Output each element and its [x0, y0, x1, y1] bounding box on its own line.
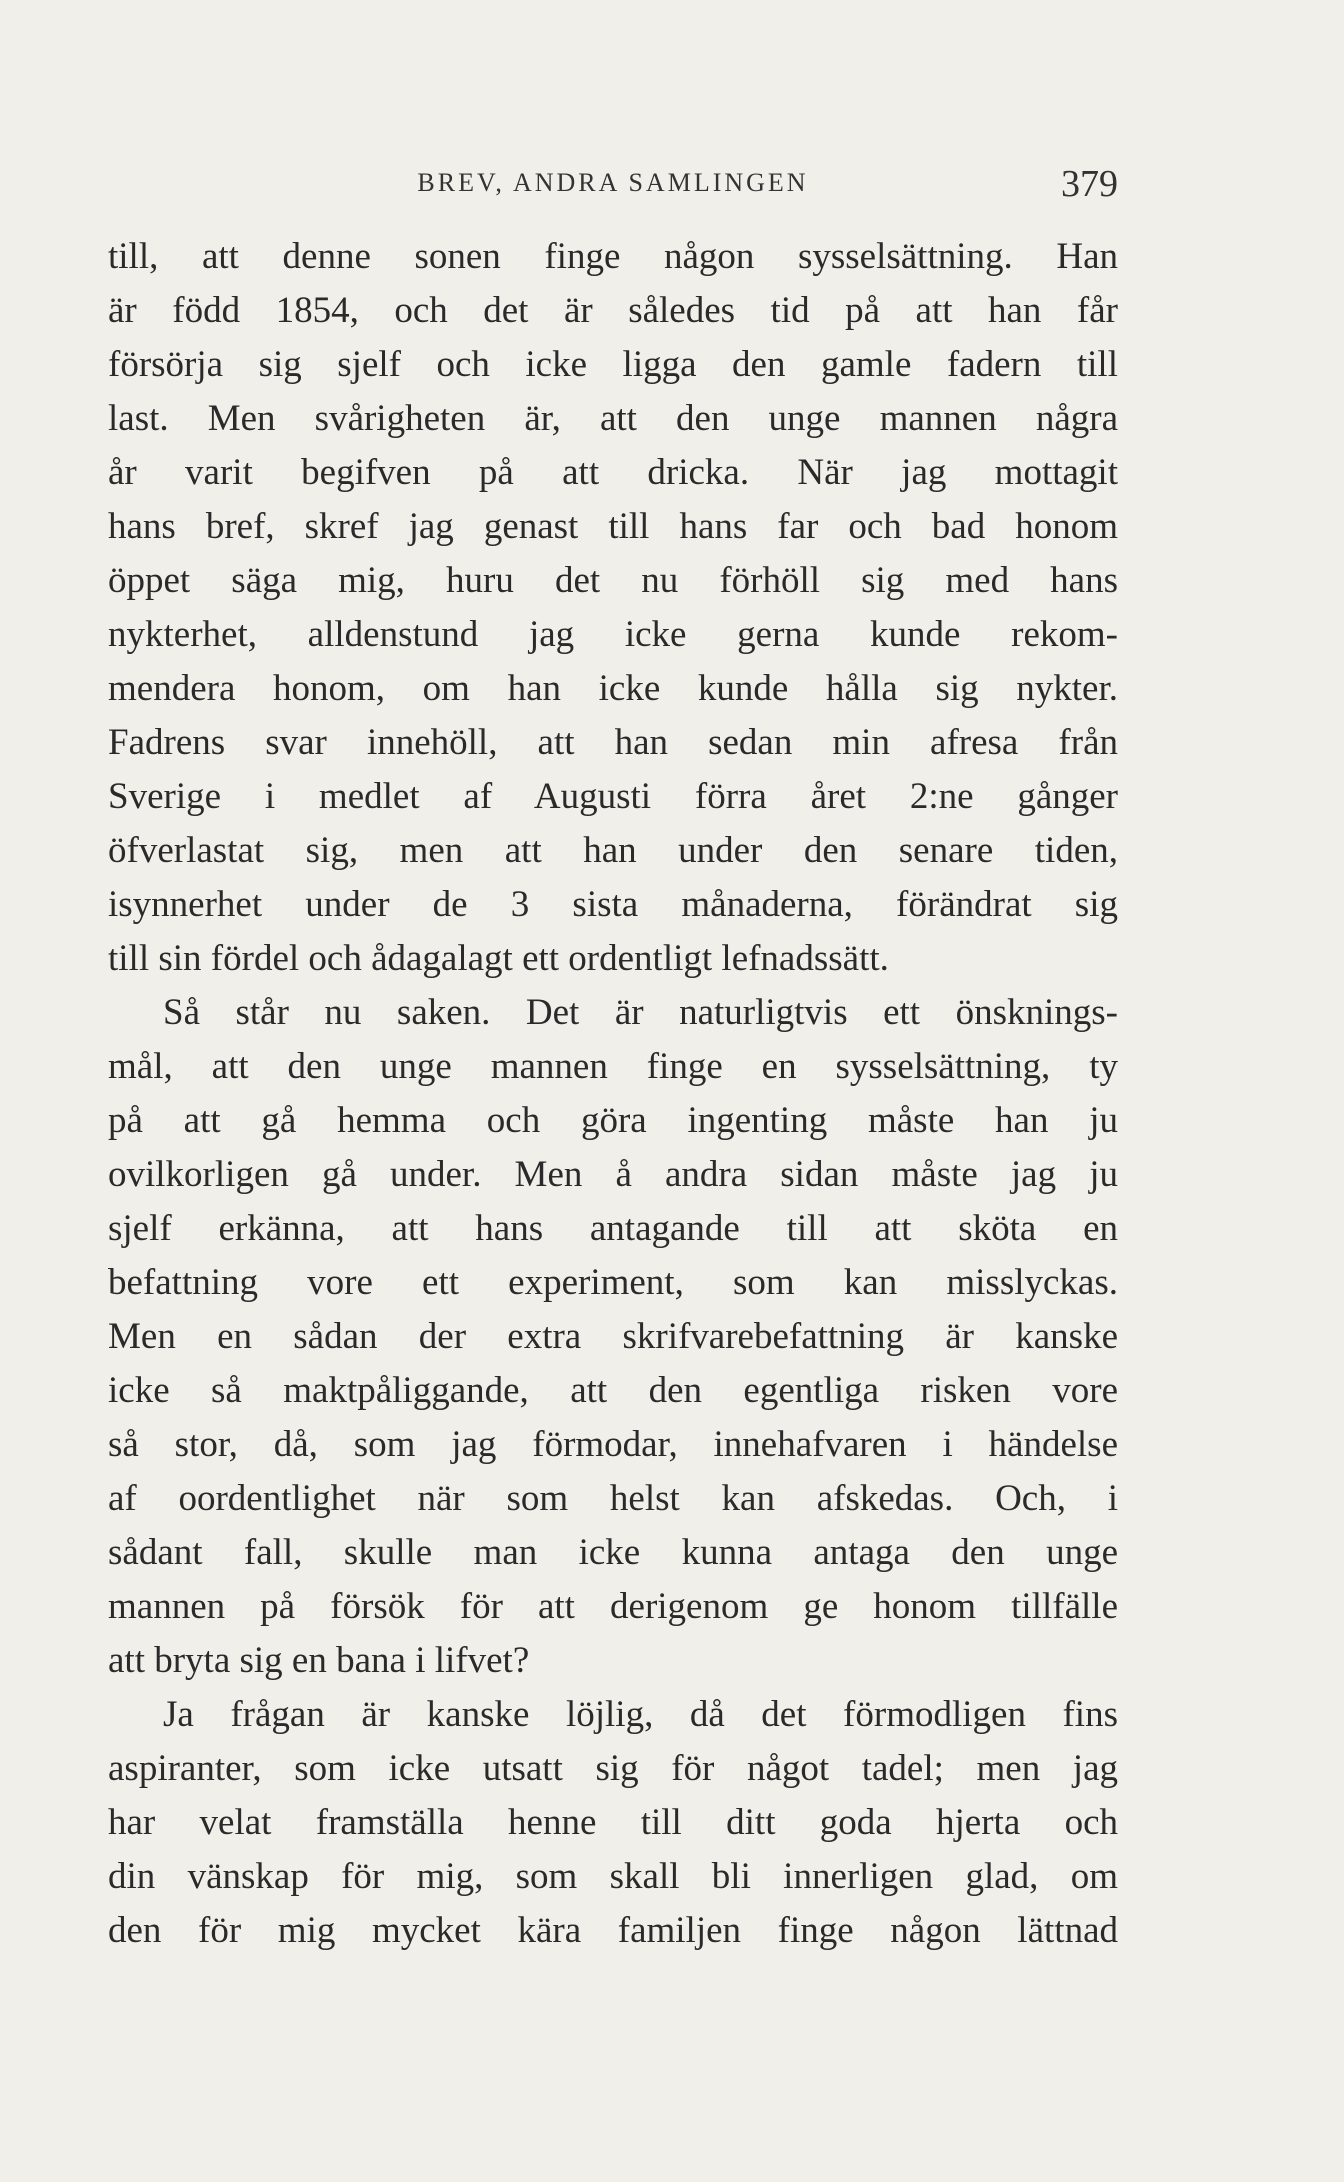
text-line: Men en sådan der extra skrifvarebefattning är kanske [108, 1316, 1118, 1357]
running-title: BREV, ANDRA SAMLINGEN [417, 168, 809, 197]
text-line: nykterhet, alldenstund jag icke gerna kunde rekom- [108, 614, 1118, 655]
text-line: mål, att den unge mannen finge en sysselsättning, ty [108, 1046, 1118, 1087]
text-line: Så står nu saken. Det är naturligtvis ett önsknings- [163, 992, 1118, 1033]
text-line: af oordentlighet när som helst kan afskedas. Och, i [108, 1478, 1118, 1519]
text-line: öppet säga mig, huru det nu förhöll sig med hans [108, 560, 1118, 601]
text-line: har velat framställa henne till ditt goda hjerta och [108, 1802, 1118, 1843]
text-line: till, att denne sonen finge någon sysselsättning. Han [108, 236, 1118, 277]
text-line: befattning vore ett experiment, som kan misslyckas. [108, 1262, 1118, 1303]
text-line: försörja sig sjelf och icke ligga den gamle fadern till [108, 344, 1118, 385]
page-number: 379 [1061, 163, 1118, 205]
text-line: till sin fördel och ådagalagt ett ordentligt lefnadssätt. [108, 938, 889, 979]
text-line: Ja frågan är kanske löjlig, då det förmodligen fins [163, 1694, 1118, 1735]
text-line: öfverlastat sig, men att han under den senare tiden, [108, 830, 1118, 871]
text-line: sjelf erkänna, att hans antagande till att sköta en [108, 1208, 1118, 1249]
body-text [108, 230, 1118, 1958]
text-line: att bryta sig en bana i lifvet? [108, 1640, 530, 1681]
text-line: så stor, då, som jag förmodar, innehafvaren i händelse [108, 1424, 1118, 1465]
text-line: last. Men svårigheten är, att den unge mannen några [108, 398, 1118, 439]
running-head [108, 162, 1118, 212]
text-line: Sverige i medlet af Augusti förra året 2:ne gånger [108, 776, 1118, 817]
text-line: mannen på försök för att derigenom ge honom tillfälle [108, 1586, 1118, 1627]
text-line: på att gå hemma och göra ingenting måste han ju [108, 1100, 1118, 1141]
text-line: Fadrens svar innehöll, att han sedan min afresa från [108, 722, 1118, 763]
text-line: ovilkorligen gå under. Men å andra sidan måste jag ju [108, 1154, 1118, 1195]
text-line: år varit begifven på att dricka. När jag mottagit [108, 452, 1118, 493]
text-line: hans bref, skref jag genast till hans far och bad honom [108, 506, 1118, 547]
text-line: aspiranter, som icke utsatt sig för något tadel; men jag [108, 1748, 1118, 1789]
text-line: icke så maktpåliggande, att den egentliga risken vore [108, 1370, 1118, 1411]
text-line: är född 1854, och det är således tid på att han får [108, 290, 1118, 331]
text-line: isynnerhet under de 3 sista månaderna, förändrat sig [108, 884, 1118, 925]
text-line: sådant fall, skulle man icke kunna antaga den unge [108, 1532, 1118, 1573]
text-line: din vänskap för mig, som skall bli innerligen glad, om [108, 1856, 1118, 1897]
text-line: mendera honom, om han icke kunde hålla sig nykter. [108, 668, 1118, 709]
text-line: den för mig mycket kära familjen finge någon lättnad [108, 1910, 1118, 1951]
